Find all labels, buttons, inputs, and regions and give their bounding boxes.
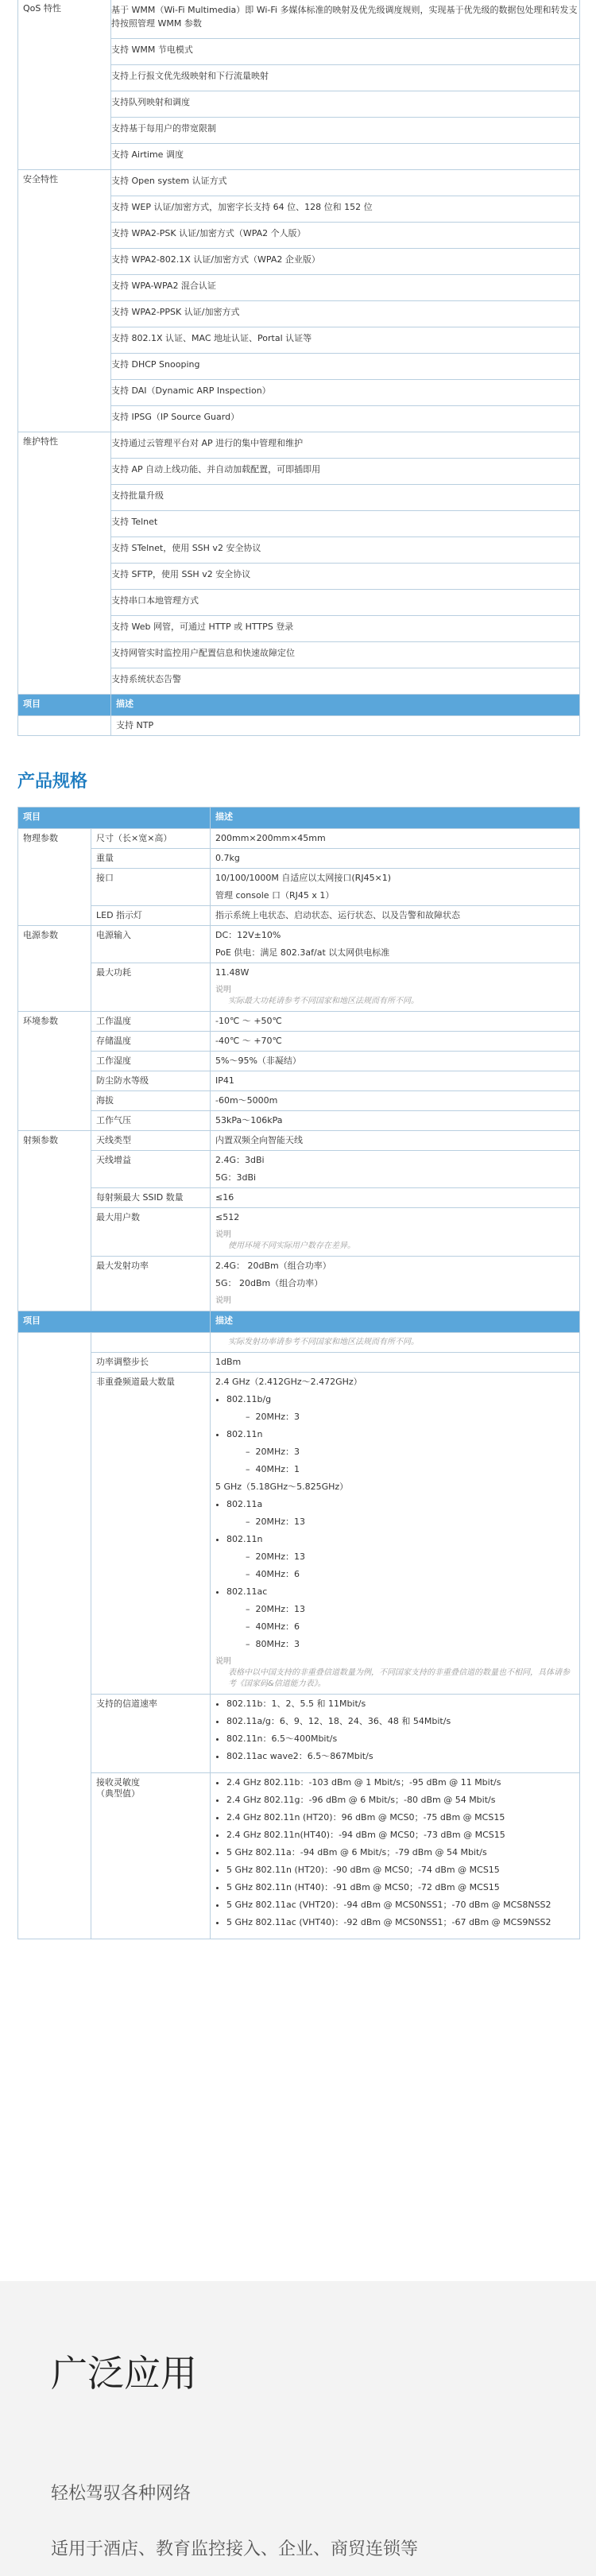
list-item: • 5 GHz 802.11ac (VHT40)：-92 dBm @ MCS0NSS1；-67 dBm @ MCS9NSS2 — [226, 1917, 575, 1928]
applications-subtitle: 轻松驾驭各种网络 — [51, 2484, 192, 2504]
applications-section — [0, 2281, 596, 2576]
spec-key: 重量 — [91, 849, 211, 869]
header-desc: 描述 — [111, 695, 580, 716]
header-item: 项目 — [18, 695, 111, 716]
feature-item: 基于 WMM（Wi-Fi Multimedia）即 Wi-Fi 多媒体标准的映射及优先级调度规则，实现基于优先级的数据包处理和转发支持按照管理 WMM 参数 — [111, 0, 579, 39]
list-subitem: 40MHz：6 — [255, 1621, 300, 1632]
list-item: • 5 GHz 802.11n (HT40)：-91 dBm @ MCS0；-72 dBm @ MCS15 — [226, 1882, 575, 1893]
spec-key: LED 指示灯 — [91, 906, 211, 926]
list-item: • 2.4 GHz 802.11n (HT20)：96 dBm @ MCS0；-75 dBm @ MCS15 — [226, 1812, 575, 1823]
band-label: 2.4 GHz（2.412GHz～2.472GHz） — [215, 1377, 362, 1387]
spec-key: 接口 — [91, 869, 211, 906]
note-text: 实际发射功率请参考不同国家和地区法规而有所不同。 — [228, 1338, 419, 1346]
spec-row — [18, 906, 580, 926]
spec-value: 53kPa～106kPa — [211, 1111, 580, 1131]
spec-value: IP41 — [211, 1071, 580, 1091]
spec-row — [18, 1111, 580, 1131]
feature-item: 支持 AP 自动上线功能、并自动加载配置，可即插即用 — [111, 459, 579, 485]
feature-item: 支持通过云管理平台对 AP 进行的集中管理和维护 — [111, 432, 579, 459]
spec-row — [18, 1032, 580, 1052]
spec-value: 5G： 20dBm（组合功率） — [215, 1278, 323, 1288]
note-heading: 说明 — [215, 1230, 231, 1239]
spec-row — [18, 849, 580, 869]
spec-key: （典型值） — [96, 1788, 140, 1799]
spec-key: 最大用户数 — [91, 1208, 211, 1257]
spec-value: 11.48W — [215, 967, 250, 978]
spec-value: 200mm×200mm×45mm — [211, 829, 580, 849]
feature-item: 支持 STelnet，使用 SSH v2 安全协议 — [111, 537, 579, 564]
list-subitem: 20MHz：3 — [255, 1412, 300, 1422]
list-item-label: 802.11ac — [226, 1586, 268, 1597]
feature-item: 支持队列映射和调度 — [111, 91, 579, 118]
spec-key: 功率调整步长 — [91, 1353, 211, 1373]
list-item: • 802.11n：6.5～400Mbit/s — [226, 1733, 575, 1745]
spec-row — [18, 1131, 580, 1151]
feature-item: 支持 Telnet — [111, 511, 579, 537]
note-heading: 说明 — [215, 1657, 231, 1666]
spec-value: PoE 供电：满足 802.3af/at 以太网供电标准 — [215, 947, 390, 958]
spec-value: -60m～5000m — [211, 1091, 580, 1111]
rate-list — [215, 1699, 575, 1762]
spec-value: 0.7kg — [211, 849, 580, 869]
list-item: • 802.11ac wave2：6.5～867Mbit/s — [226, 1751, 575, 1762]
header-item: 项目 — [18, 1311, 211, 1333]
feature-item: 支持 WMM 节电模式 — [111, 39, 579, 65]
spec-value: 5%～95%（非凝结） — [211, 1052, 580, 1071]
section-title: 产品规格 — [17, 772, 88, 792]
spec-row — [18, 1773, 580, 1939]
spec-row — [18, 1353, 580, 1373]
spec-row — [18, 1208, 580, 1257]
spec-key: 工作温度 — [91, 1012, 211, 1032]
spec-row — [18, 1695, 580, 1773]
feature-item: 支持批量升级 — [111, 485, 579, 511]
header-desc: 描述 — [211, 1311, 580, 1333]
feature-item: 支持 Airtime 调度 — [111, 149, 184, 160]
list-item: • 2.4 GHz 802.11g：-96 dBm @ 6 Mbit/s；-80 dBm @ 54 Mbit/s — [226, 1795, 575, 1806]
list-item: • 802.11a/g：6、9、12、18、24、36、48 和 54Mbit/s — [226, 1716, 575, 1727]
feature-row-security — [18, 170, 580, 432]
note-heading: 说明 — [215, 986, 231, 994]
spec-key: 每射频最大 SSID 数量 — [91, 1188, 211, 1208]
list-subitem: 80MHz：3 — [255, 1639, 300, 1649]
feature-item: 支持 WPA2-PPSK 认证/加密方式 — [111, 301, 579, 327]
feature-category: QoS 特性 — [18, 0, 111, 170]
spec-row — [18, 963, 580, 1012]
spec-key: 存储温度 — [91, 1032, 211, 1052]
table-header-row — [18, 695, 580, 716]
spec-key: 接收灵敏度 — [96, 1777, 140, 1788]
list-item: • 802.11n – 20MHz：3 – 40MHz：1 — [226, 1429, 575, 1475]
list-item: • 802.11b：1、2、5.5 和 11Mbit/s — [226, 1699, 575, 1710]
feature-item: 支持 NTP — [111, 716, 580, 736]
feature-item: 支持 WPA2-PSK 认证/加密方式（WPA2 个人版） — [111, 223, 579, 249]
spec-row — [18, 1151, 580, 1188]
spec-value: -40℃ ～ +70℃ — [211, 1032, 580, 1052]
band-list — [215, 1394, 575, 1475]
spec-row — [18, 1052, 580, 1071]
spec-row — [18, 1373, 580, 1695]
list-subitem: 20MHz：13 — [255, 1604, 306, 1614]
list-item: • 802.11a – 20MHz：13 — [226, 1499, 575, 1528]
feature-item: 支持 WEP 认证/加密方式，加密字长支持 64 位、128 位和 152 位 — [111, 196, 579, 223]
list-subitem: 40MHz：1 — [255, 1464, 300, 1474]
feature-row-ntp — [18, 716, 580, 736]
list-item-label: 802.11n — [226, 1534, 263, 1544]
spec-category: 电源参数 — [18, 926, 91, 1012]
list-item: • 5 GHz 802.11ac (VHT20)：-94 dBm @ MCS0NSS1；-70 dBm @ MCS8NSS2 — [226, 1900, 575, 1911]
header-desc: 描述 — [211, 808, 580, 829]
spec-row — [18, 869, 580, 906]
spec-key: 尺寸（长×宽×高） — [91, 829, 211, 849]
spec-row — [18, 1333, 580, 1353]
list-subitem: 40MHz：6 — [255, 1569, 300, 1579]
spec-value: 10/100/1000M 自适应以太网接口(RJ45×1) — [215, 873, 392, 883]
list-item: • 5 GHz 802.11a：-94 dBm @ 6 Mbit/s；-79 dBm @ 54 Mbit/s — [226, 1847, 575, 1858]
spec-value: 管理 console 口（RJ45 x 1） — [215, 890, 335, 901]
feature-item: 支持 Web 网管，可通过 HTTP 或 HTTPS 登录 — [111, 616, 579, 642]
list-item: • 802.11b/g – 20MHz：3 — [226, 1394, 575, 1423]
list-subitem: 20MHz：3 — [255, 1447, 300, 1457]
header-item: 项目 — [18, 808, 211, 829]
note-text: 实际最大功耗请参考不同国家和地区法规而有所不同。 — [228, 997, 419, 1005]
feature-item: 支持 SFTP，使用 SSH v2 安全协议 — [111, 564, 579, 590]
list-item: • 2.4 GHz 802.11b：-103 dBm @ 1 Mbit/s；-95 dBm @ 11 Mbit/s — [226, 1777, 575, 1788]
applications-title: 广泛应用 — [51, 2352, 197, 2395]
feature-item: 支持网管实时监控用户配置信息和快速故障定位 — [111, 642, 579, 668]
spec-category: 射频参数 — [18, 1131, 91, 1311]
spec-key: 海拔 — [91, 1091, 211, 1111]
spec-value: 2.4G： 20dBm（组合功率） — [215, 1261, 331, 1271]
spec-category: 环境参数 — [18, 1012, 91, 1131]
band-label: 5 GHz（5.18GHz～5.825GHz） — [215, 1482, 349, 1492]
feature-table — [17, 0, 580, 736]
list-item-label: 802.11a — [226, 1499, 263, 1509]
spec-row — [18, 1188, 580, 1208]
feature-item: 支持系统状态告警 — [111, 674, 181, 684]
feature-item: 支持 DHCP Snooping — [111, 354, 579, 380]
sensitivity-list — [215, 1777, 575, 1928]
table-header-row — [18, 1311, 580, 1333]
spec-key: 天线增益 — [91, 1151, 211, 1188]
list-subitem: 20MHz：13 — [255, 1517, 306, 1527]
spec-key: 天线类型 — [91, 1131, 211, 1151]
list-item: • 5 GHz 802.11n (HT20)：-90 dBm @ MCS0；-74 dBm @ MCS15 — [226, 1865, 575, 1876]
spec-key: 支持的信道速率 — [91, 1695, 211, 1773]
list-item: • 802.11n – 20MHz：13 – 40MHz：6 — [226, 1534, 575, 1580]
list-item: • 802.11ac – 20MHz：13 – 40MHz：6 – 80MHz：3 — [226, 1586, 575, 1650]
spec-row — [18, 1012, 580, 1032]
spec-value: 5G：3dBi — [215, 1172, 257, 1183]
feature-item: 支持 WPA2-802.1X 认证/加密方式（WPA2 企业版） — [111, 249, 579, 275]
list-item-label: 802.11n — [226, 1429, 263, 1439]
spec-value: 2.4G：3dBi — [215, 1155, 265, 1165]
feature-row-maintenance — [18, 432, 580, 695]
feature-item: 支持 DAI（Dynamic ARP Inspection） — [111, 380, 579, 406]
note-text: 使用环境不同实际用户数存在差异。 — [228, 1242, 355, 1250]
spec-value: ≤512 — [215, 1212, 240, 1222]
feature-category: 维护特性 — [18, 432, 111, 695]
spec-key: 非重叠频道最大数量 — [91, 1373, 211, 1695]
feature-item: 支持基于每用户的带宽限制 — [111, 118, 579, 144]
spec-row — [18, 926, 580, 963]
spec-value: 指示系统上电状态、启动状态、运行状态、以及告警和故障状态 — [211, 906, 580, 926]
table-header-row — [18, 808, 580, 829]
spec-key: 最大功耗 — [91, 963, 211, 1012]
spec-category: 物理参数 — [18, 829, 91, 926]
note-heading: 说明 — [215, 1296, 231, 1305]
feature-item: 支持 802.1X 认证、MAC 地址认证、Portal 认证等 — [111, 327, 579, 354]
list-subitem: 20MHz：13 — [255, 1551, 306, 1562]
spec-document — [17, 0, 580, 1939]
spec-row — [18, 1257, 580, 1311]
feature-item: 支持上行报文优先级映射和下行流量映射 — [111, 65, 579, 91]
feature-item: 支持串口本地管理方式 — [111, 590, 579, 616]
list-item: • 2.4 GHz 802.11n(HT40)：-94 dBm @ MCS0；-73 dBm @ MCS15 — [226, 1830, 575, 1841]
spec-table — [17, 807, 580, 1939]
spec-key: 最大发射功率 — [91, 1257, 211, 1311]
spec-value: ≤16 — [211, 1188, 580, 1208]
spec-key: 工作气压 — [91, 1111, 211, 1131]
band-list — [215, 1499, 575, 1650]
feature-category: 安全特性 — [18, 170, 111, 432]
feature-row-qos — [18, 0, 580, 170]
feature-item: 支持 IPSG（IP Source Guard） — [111, 412, 240, 422]
spec-row — [18, 829, 580, 849]
note-text: 表格中以中国支持的非重叠信道数量为例，不同国家支持的非重叠信道的数量也不相同，具体请参考《国家码&信道能力表》。 — [228, 1668, 570, 1688]
applications-description: 适用于酒店、教育监控接入、企业、商贸连锁等 — [51, 2539, 419, 2559]
spec-key: 电源输入 — [91, 926, 211, 963]
spec-key: 防尘防水等级 — [91, 1071, 211, 1091]
spec-value: -10℃ ～ +50℃ — [211, 1012, 580, 1032]
spec-value: 1dBm — [211, 1353, 580, 1373]
spec-key: 工作湿度 — [91, 1052, 211, 1071]
spec-value: 内置双频全向智能天线 — [211, 1131, 580, 1151]
list-item-label: 802.11b/g — [226, 1394, 272, 1404]
spec-row — [18, 1071, 580, 1091]
feature-item: 支持 Open system 认证方式 — [111, 170, 579, 196]
spec-value: DC：12V±10% — [215, 930, 281, 940]
feature-item: 支持 WPA-WPA2 混合认证 — [111, 275, 579, 301]
spec-row — [18, 1091, 580, 1111]
